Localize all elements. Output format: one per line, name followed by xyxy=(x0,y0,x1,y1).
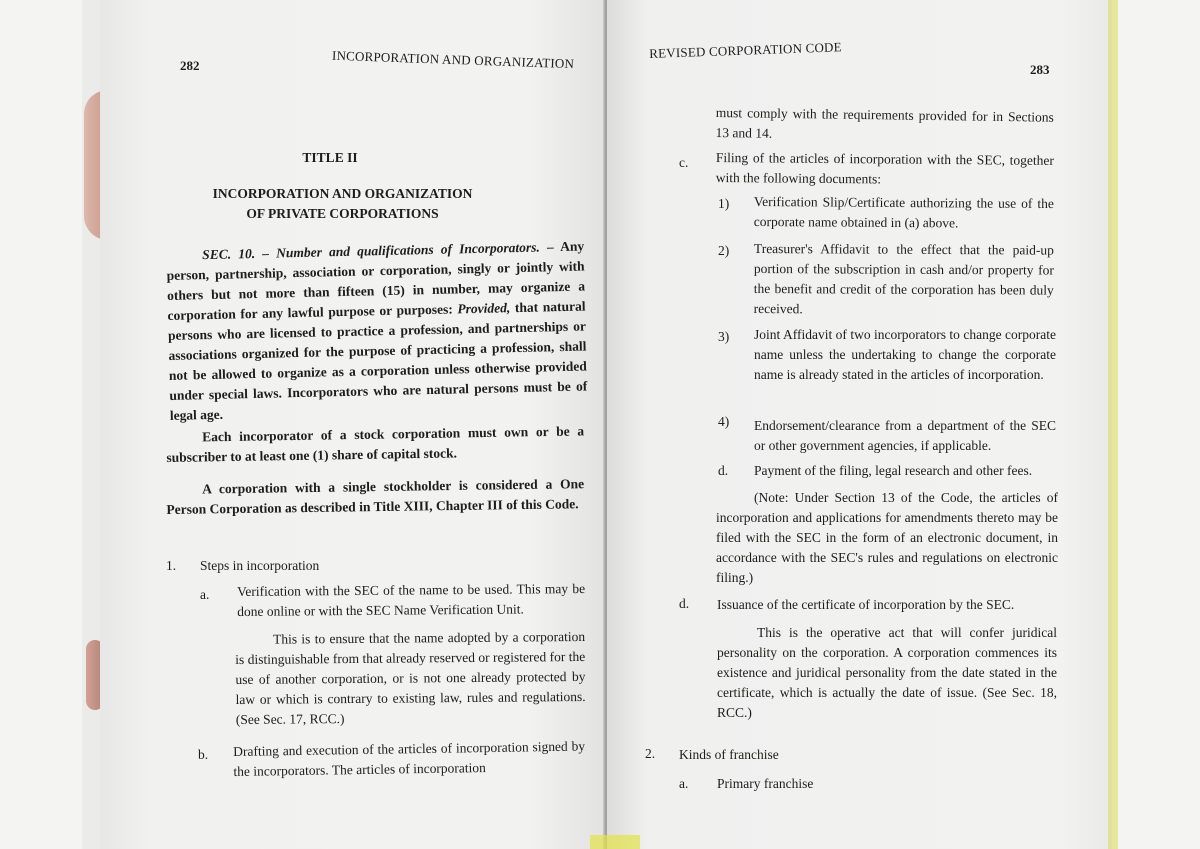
item1-text: Steps in incorporation xyxy=(200,558,320,573)
left-page xyxy=(100,0,605,849)
doc3-text: Joint Affidavit of two incorporators to change corporate name unless the undertaking to change the corporate name is already stated in the articles of incorporation. xyxy=(754,327,1056,382)
item-d2-text: Issuance of the certificate of incorporation by the SEC. xyxy=(717,597,1015,612)
subtitle-line2: OF PRIVATE CORPORATIONS xyxy=(246,206,439,221)
left-page-number: 282 xyxy=(180,58,200,73)
page-edge-bottom xyxy=(590,835,640,849)
item2-number: 2. xyxy=(645,746,656,761)
item-d2-letter: d. xyxy=(679,596,690,611)
item-d1-text: Payment of the filing, legal research and other fees. xyxy=(754,463,1033,478)
doc3-number: 3) xyxy=(718,329,730,344)
item-b-letter: b. xyxy=(198,747,209,762)
sec10-body-a: – Any person, partnership, association or corporation, singly or jointly with others but not more than fifteen (15) in number, may organize a corporation for any lawful purpose or purposes: xyxy=(166,238,586,323)
item-a-letter: a. xyxy=(200,587,210,602)
right-running-head: REVISED CORPORATION CODE xyxy=(649,39,842,61)
sec10-provided: Provided, xyxy=(457,300,511,317)
doc2-text: Treasurer's Affidavit to the effect that the paid-up portion of the subscription in cash and/or property for the benefit and credit of the corporation has been duly received. xyxy=(753,240,1054,317)
item2a-letter: a. xyxy=(679,776,689,791)
sec10-heading: SEC. 10. – Number and qualifications of Incorporators. xyxy=(202,239,540,263)
right-page-number: 283 xyxy=(1030,62,1050,77)
item-a-note: This is to ensure that the name adopted by a corporation is distinguishable from that already reserved or registered for the use of another corporation, or is not one already protected by law or which is contrary to existing law, rules and regulations. (See Sec. 17, RCC.) xyxy=(235,628,586,727)
doc4-text: Endorsement/clearance from a department of the SEC or other government agencies, if applicable. xyxy=(754,418,1056,453)
title-heading: TITLE II xyxy=(302,150,358,165)
item-b-text: Drafting and execution of the articles of incorporation signed by the incorporators. The articles of incorporation xyxy=(233,738,586,779)
item1-number: 1. xyxy=(166,558,177,573)
right-page xyxy=(607,0,1112,849)
stock-paragraph: Each incorporator of a stock corporation must own or be a subscriber to at least one (1) share of capital stock. xyxy=(166,423,585,465)
page-edge-right xyxy=(1108,0,1118,849)
doc1-text: Verification Slip/Certificate authorizing the use of the corporate name obtained in (a) above. xyxy=(753,193,1054,231)
item-a-text: Verification with the SEC of the name to be used. This may be done online or with the SEC Name Verification Unit. xyxy=(237,580,586,619)
item-c-text: Filing of the articles of incorporation with the SEC, together with the following documents: xyxy=(715,149,1054,187)
doc4-number: 4) xyxy=(718,414,730,429)
subtitle-line1: INCORPORATION AND ORGANIZATION xyxy=(212,186,473,201)
item2a-text: Primary franchise xyxy=(717,776,814,791)
left-running-head: INCORPORATION AND ORGANIZATION xyxy=(331,47,575,72)
item2-text: Kinds of franchise xyxy=(679,747,779,762)
item-d1-letter: d. xyxy=(718,463,729,478)
operative-paragraph: This is the operative act that will confer juridical personality on the corporation. A corporation commences its existence and juridical personality from the date stated in the certificate, which is actually the date of issue. (See Sec. 18, RCC.) xyxy=(717,625,1057,720)
item-c-letter: c. xyxy=(679,155,689,170)
doc1-number: 1) xyxy=(718,196,730,211)
doc2-number: 2) xyxy=(718,243,730,258)
note-paragraph: (Note: Under Section 13 of the Code, the articles of incorporation and applications for amendments thereto may be filed with the SEC in the form of an electronic document, in accordance with the SEC's rules and regulations on electronic filing.) xyxy=(716,490,1058,585)
sec10-paragraph xyxy=(166,237,588,426)
sec10-body-b: that natural persons who are licensed to practice a profession, and partnerships or associations organized for the purpose of practicing a profession, shall not be allowed to organize as a corporation unless otherwise provided under special laws. Incorporators who are natural persons must be of legal age. xyxy=(167,298,588,423)
opc-paragraph: A corporation with a single stockholder is considered a One Person Corporation as described in Title XIII, Chapter III of this Code. xyxy=(166,476,585,517)
continuation-text: must comply with the requirements provided for in Sections 13 and 14. xyxy=(715,104,1054,141)
